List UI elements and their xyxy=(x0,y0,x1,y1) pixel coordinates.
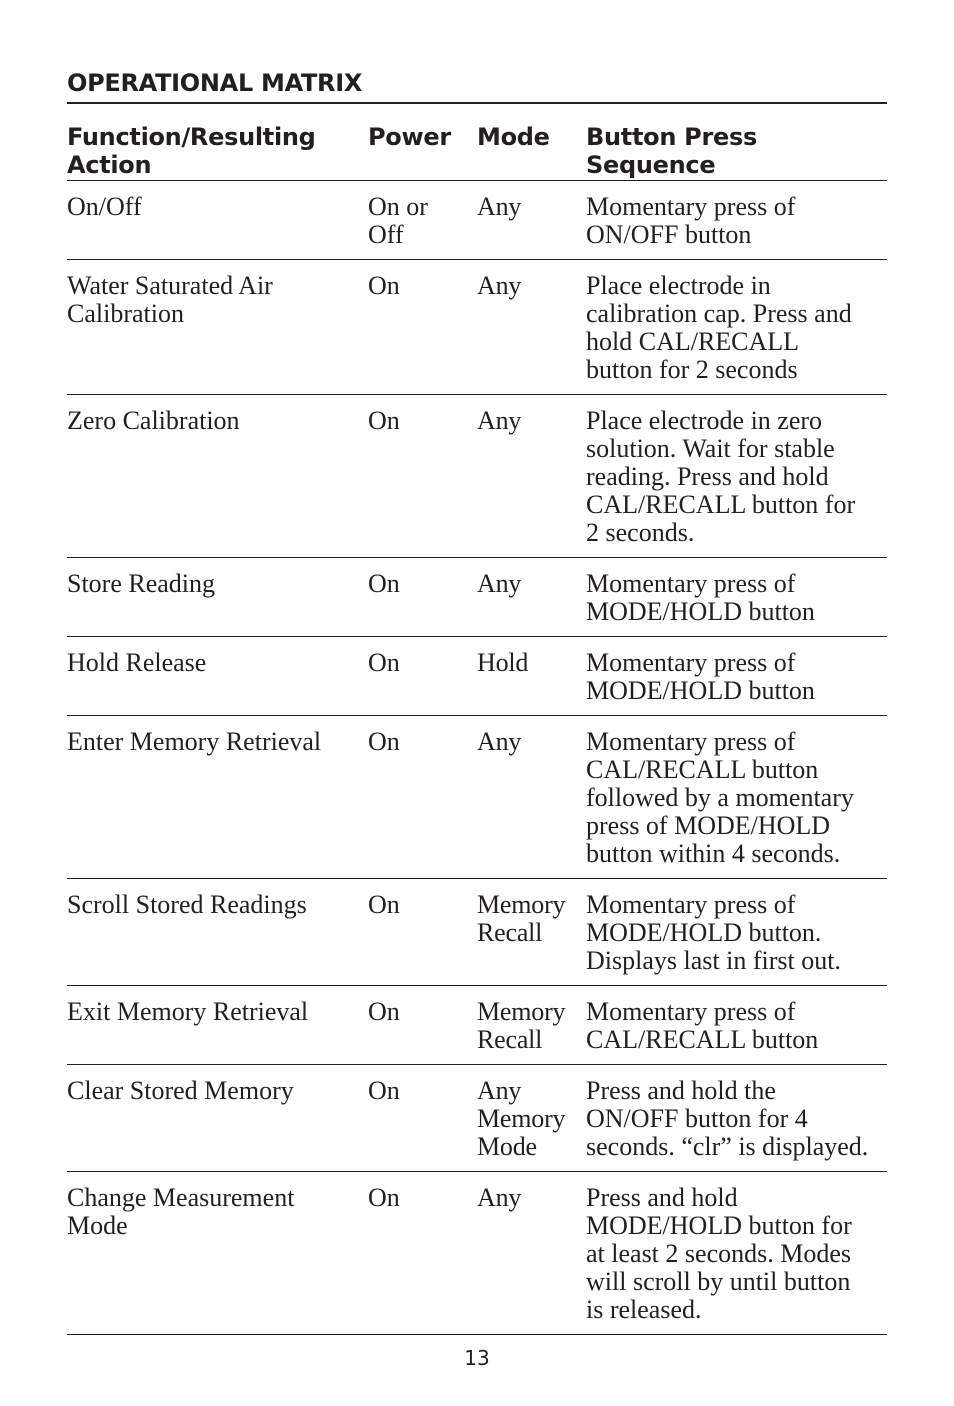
cell-function: Change Measurement Mode xyxy=(67,1172,368,1335)
table-row xyxy=(67,986,887,1065)
column-header-function: Function/Resulting Action xyxy=(67,120,368,181)
table-row xyxy=(67,1172,887,1335)
cell-sequence: Momentary press of CAL/RECALL button followed by a momentary press of MODE/HOLD button within 4 seconds. xyxy=(586,716,887,879)
cell-function: Water Saturated Air Calibration xyxy=(67,260,368,395)
cell-sequence: Momentary press of CAL/RECALL button xyxy=(586,986,887,1065)
column-header-power: Power xyxy=(368,120,477,181)
column-header-sequence: Button Press Sequence xyxy=(586,120,887,181)
operational-matrix-table xyxy=(67,120,887,1335)
table-row xyxy=(67,558,887,637)
cell-mode: Any Memory Mode xyxy=(477,1065,586,1172)
cell-power: On xyxy=(368,395,477,558)
cell-power: On xyxy=(368,1065,477,1172)
table-row xyxy=(67,1065,887,1172)
cell-mode: Any xyxy=(477,395,586,558)
cell-function: Scroll Stored Readings xyxy=(67,879,368,986)
cell-mode: Memory Recall xyxy=(477,879,586,986)
cell-function: Zero Calibration xyxy=(67,395,368,558)
cell-function: Store Reading xyxy=(67,558,368,637)
cell-function: On/Off xyxy=(67,181,368,260)
cell-mode: Any xyxy=(477,716,586,879)
table-row xyxy=(67,879,887,986)
table-row xyxy=(67,181,887,260)
cell-power: On xyxy=(368,637,477,716)
cell-sequence: Place electrode in zero solution. Wait for stable reading. Press and hold CAL/RECALL button for 2 seconds. xyxy=(586,395,887,558)
column-header-mode: Mode xyxy=(477,120,586,181)
cell-power: On xyxy=(368,986,477,1065)
title-rule xyxy=(67,102,887,104)
cell-mode: Any xyxy=(477,558,586,637)
cell-function: Enter Memory Retrieval xyxy=(67,716,368,879)
cell-mode: Hold xyxy=(477,637,586,716)
cell-mode: Any xyxy=(477,181,586,260)
cell-power: On xyxy=(368,260,477,395)
cell-function: Exit Memory Retrieval xyxy=(67,986,368,1065)
table-row xyxy=(67,637,887,716)
cell-power: On xyxy=(368,558,477,637)
cell-sequence: Place electrode in calibration cap. Press and hold CAL/RECALL button for 2 seconds xyxy=(586,260,887,395)
cell-sequence: Momentary press of MODE/HOLD button xyxy=(586,558,887,637)
table-row xyxy=(67,260,887,395)
cell-sequence: Press and hold MODE/HOLD button for at least 2 seconds. Modes will scroll by until button is released. xyxy=(586,1172,887,1335)
cell-sequence: Momentary press of ON/OFF button xyxy=(586,181,887,260)
table-row xyxy=(67,716,887,879)
cell-power: On xyxy=(368,716,477,879)
page-number: 13 xyxy=(464,1346,490,1370)
cell-function: Clear Stored Memory xyxy=(67,1065,368,1172)
cell-power: On xyxy=(368,1172,477,1335)
cell-mode: Any xyxy=(477,1172,586,1335)
page-title: OPERATIONAL MATRIX xyxy=(67,69,363,97)
cell-mode: Any xyxy=(477,260,586,395)
cell-mode: Memory Recall xyxy=(477,986,586,1065)
table-header-row xyxy=(67,120,887,181)
table-row xyxy=(67,395,887,558)
cell-power: On xyxy=(368,879,477,986)
cell-sequence: Momentary press of MODE/HOLD button. Displays last in first out. xyxy=(586,879,887,986)
cell-power: On or Off xyxy=(368,181,477,260)
cell-sequence: Momentary press of MODE/HOLD button xyxy=(586,637,887,716)
cell-function: Hold Release xyxy=(67,637,368,716)
cell-sequence: Press and hold the ON/OFF button for 4 seconds. “clr” is displayed. xyxy=(586,1065,887,1172)
